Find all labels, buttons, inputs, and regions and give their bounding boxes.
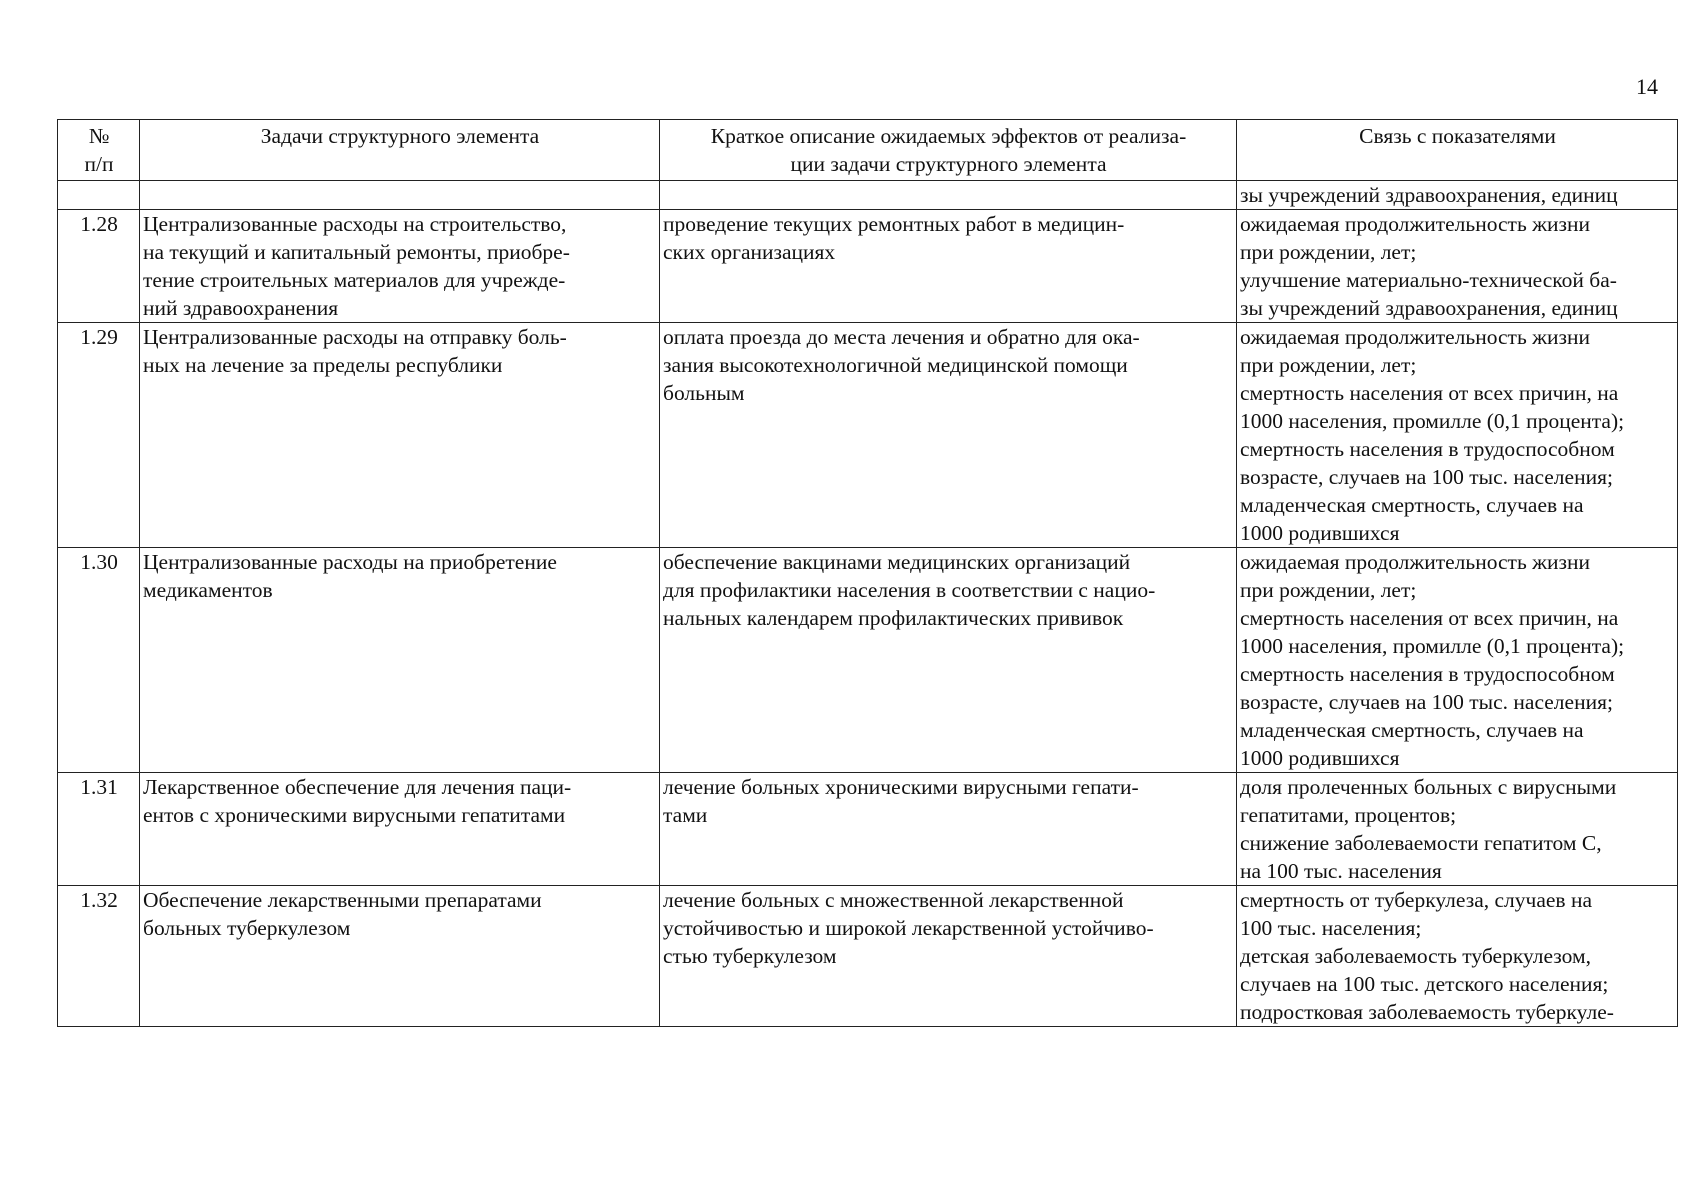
table-row	[58, 886, 1678, 1027]
header-link: Связь с показателями	[1237, 120, 1678, 181]
header-num: № п/п	[58, 120, 140, 181]
cell-num: 1.28	[58, 210, 140, 323]
cell-link: смертность от туберкулеза, случаев на 100 тыс. населения; детская заболеваемость туберкулезом, случаев на 100 тыс. детского населения; подростковая заболеваемость туберкуле-	[1237, 886, 1678, 1027]
cell-task	[140, 181, 660, 210]
cell-link: зы учреждений здравоохранения, единиц	[1237, 181, 1678, 210]
cell-effect: проведение текущих ремонтных работ в медицин- ских организациях	[660, 210, 1237, 323]
table-row	[58, 548, 1678, 773]
cell-effect: лечение больных хроническими вирусными гепати- тами	[660, 773, 1237, 886]
cell-num: 1.31	[58, 773, 140, 886]
table-row	[58, 210, 1678, 323]
cell-num: 1.29	[58, 323, 140, 548]
structural-element-tasks-table	[57, 119, 1678, 1027]
table-row-continuation	[58, 181, 1678, 210]
cell-link: ожидаемая продолжительность жизни при рождении, лет; улучшение материально-технической ба- зы учреждений здравоохранения, единиц	[1237, 210, 1678, 323]
cell-effect: обеспечение вакцинами медицинских организаций для профилактики населения в соответствии с нацио- нальных календарем профилактических прививок	[660, 548, 1237, 773]
cell-task: Централизованные расходы на приобретение медикаментов	[140, 548, 660, 773]
cell-effect	[660, 181, 1237, 210]
cell-task: Централизованные расходы на строительство, на текущий и капитальный ремонты, приобре- тение строительных материалов для учрежде- ний здравоохранения	[140, 210, 660, 323]
table-header-row	[58, 120, 1678, 181]
page-number: 14	[1636, 74, 1658, 99]
cell-task: Лекарственное обеспечение для лечения паци- ентов с хроническими вирусными гепатитами	[140, 773, 660, 886]
header-effect: Краткое описание ожидаемых эффектов от реализа- ции задачи структурного элемента	[660, 120, 1237, 181]
cell-num: 1.32	[58, 886, 140, 1027]
cell-effect: лечение больных с множественной лекарственной устойчивостью и широкой лекарственной устойчиво- стью туберкулезом	[660, 886, 1237, 1027]
cell-link: ожидаемая продолжительность жизни при рождении, лет; смертность населения от всех причин, на 1000 населения, промилле (0,1 процента); смертность населения в трудоспособном возрасте, случаев на 100 тыс. населения; младенческая смертность, случаев на 1000 родившихся	[1237, 323, 1678, 548]
cell-effect: оплата проезда до места лечения и обратно для ока- зания высокотехнологичной медицинской помощи больным	[660, 323, 1237, 548]
table-row	[58, 323, 1678, 548]
cell-link: доля пролеченных больных с вирусными гепатитами, процентов; снижение заболеваемости гепатитом С, на 100 тыс. населения	[1237, 773, 1678, 886]
cell-num: 1.30	[58, 548, 140, 773]
cell-task: Централизованные расходы на отправку боль- ных на лечение за пределы республики	[140, 323, 660, 548]
cell-num	[58, 181, 140, 210]
header-task: Задачи структурного элемента	[140, 120, 660, 181]
cell-link: ожидаемая продолжительность жизни при рождении, лет; смертность населения от всех причин, на 1000 населения, промилле (0,1 процента); смертность населения в трудоспособном возрасте, случаев на 100 тыс. населения; младенческая смертность, случаев на 1000 родившихся	[1237, 548, 1678, 773]
cell-task: Обеспечение лекарственными препаратами больных туберкулезом	[140, 886, 660, 1027]
table-row	[58, 773, 1678, 886]
